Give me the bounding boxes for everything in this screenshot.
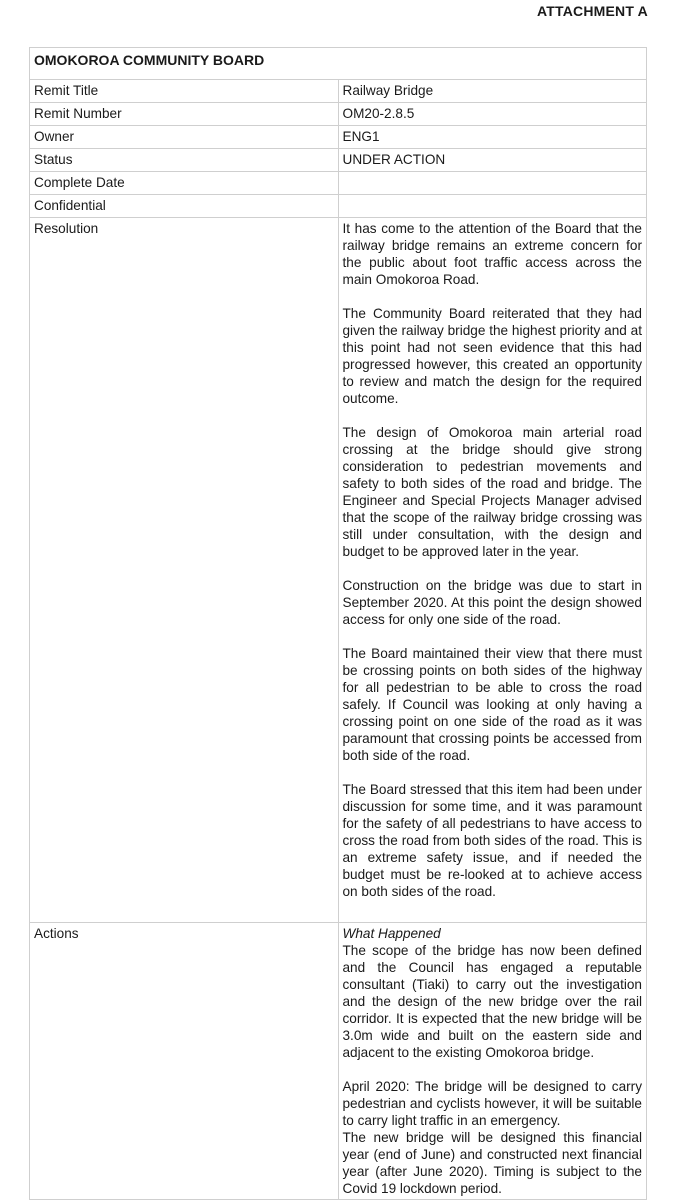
table-row (30, 80, 647, 103)
field-value-remit-number: OM20-2.8.5 (338, 103, 647, 126)
board-row (30, 48, 647, 80)
field-label-complete-date: Complete Date (30, 172, 339, 195)
resolution-paragraph: Construction on the bridge was due to start in September 2020. At this point the design showed access for only one side of the road. (342, 578, 642, 627)
actions-label: Actions (30, 923, 339, 1200)
actions-paragraph: April 2020: The bridge will be designed to carry pedestrian and cyclists however, it will be suitable to carry light traffic in an emergency. (342, 1079, 642, 1128)
remit-table (29, 47, 647, 1200)
resolution-row (30, 218, 647, 923)
table-row (30, 126, 647, 149)
field-value-remit-title: Railway Bridge (338, 80, 647, 103)
table-row (30, 103, 647, 126)
table-row (30, 195, 647, 218)
field-value-owner: ENG1 (338, 126, 647, 149)
board-title: OMOKOROA COMMUNITY BOARD (30, 48, 647, 80)
resolution-label: Resolution (30, 218, 339, 923)
resolution-paragraph: The design of Omokoroa main arterial road crossing at the bridge should give strong consideration to pedestrian movements and safety to both sides of the road and bridge. The Engineer and Special Projects Manager advised that the scope of the railway bridge crossing was still under consultation, with the design and budget to be approved later in the year. (342, 425, 642, 559)
table-row (30, 172, 647, 195)
field-value-confidential (338, 195, 647, 218)
field-label-remit-title: Remit Title (30, 80, 339, 103)
actions-text (338, 923, 647, 1200)
resolution-paragraph: The Community Board reiterated that they had given the railway bridge the highest priority and at this point had not seen evidence that this had progressed however, this created an opportunity to review and match the design for the required outcome. (342, 306, 642, 406)
field-value-complete-date (338, 172, 647, 195)
field-label-confidential: Confidential (30, 195, 339, 218)
field-label-remit-number: Remit Number (30, 103, 339, 126)
field-value-status: UNDER ACTION (338, 149, 647, 172)
actions-row (30, 923, 647, 1200)
resolution-paragraph: It has come to the attention of the Board that the railway bridge remains an extreme concern for the public about foot traffic access across the main Omokoroa Road. (342, 221, 642, 287)
actions-paragraph: The new bridge will be designed this financial year (end of June) and constructed next financial year (after June 2020). Timing is subject to the Covid 19 lockdown period. (342, 1130, 642, 1196)
actions-heading: What Happened (342, 926, 441, 941)
attachment-label: ATTACHMENT A (536, 3, 648, 19)
table-row (30, 149, 647, 172)
field-label-owner: Owner (30, 126, 339, 149)
resolution-paragraph: The Board maintained their view that there must be crossing points on both sides of the highway for all pedestrian to be able to cross the road safely. If Council was looking at only having a crossing point on one side of the road as it was paramount that crossing points be accessed from both side of the road. (342, 646, 642, 763)
resolution-paragraph: The Board stressed that this item had been under discussion for some time, and it was paramount for the safety of all pedestrians to have access to cross the road from both sides of the road. This is an extreme safety issue, and if needed the budget must be re-looked at to achieve access on both sides of the road. (342, 782, 642, 899)
actions-paragraph: The scope of the bridge has now been defined and the Council has engaged a reputable consultant (Tiaki) to carry out the investigation and the design of the new bridge over the rail corridor. It is expected that the new bridge will be 3.0m wide and built on the eastern side and adjacent to the existing Omokoroa bridge. (342, 943, 642, 1060)
field-label-status: Status (30, 149, 339, 172)
resolution-text (338, 218, 647, 923)
